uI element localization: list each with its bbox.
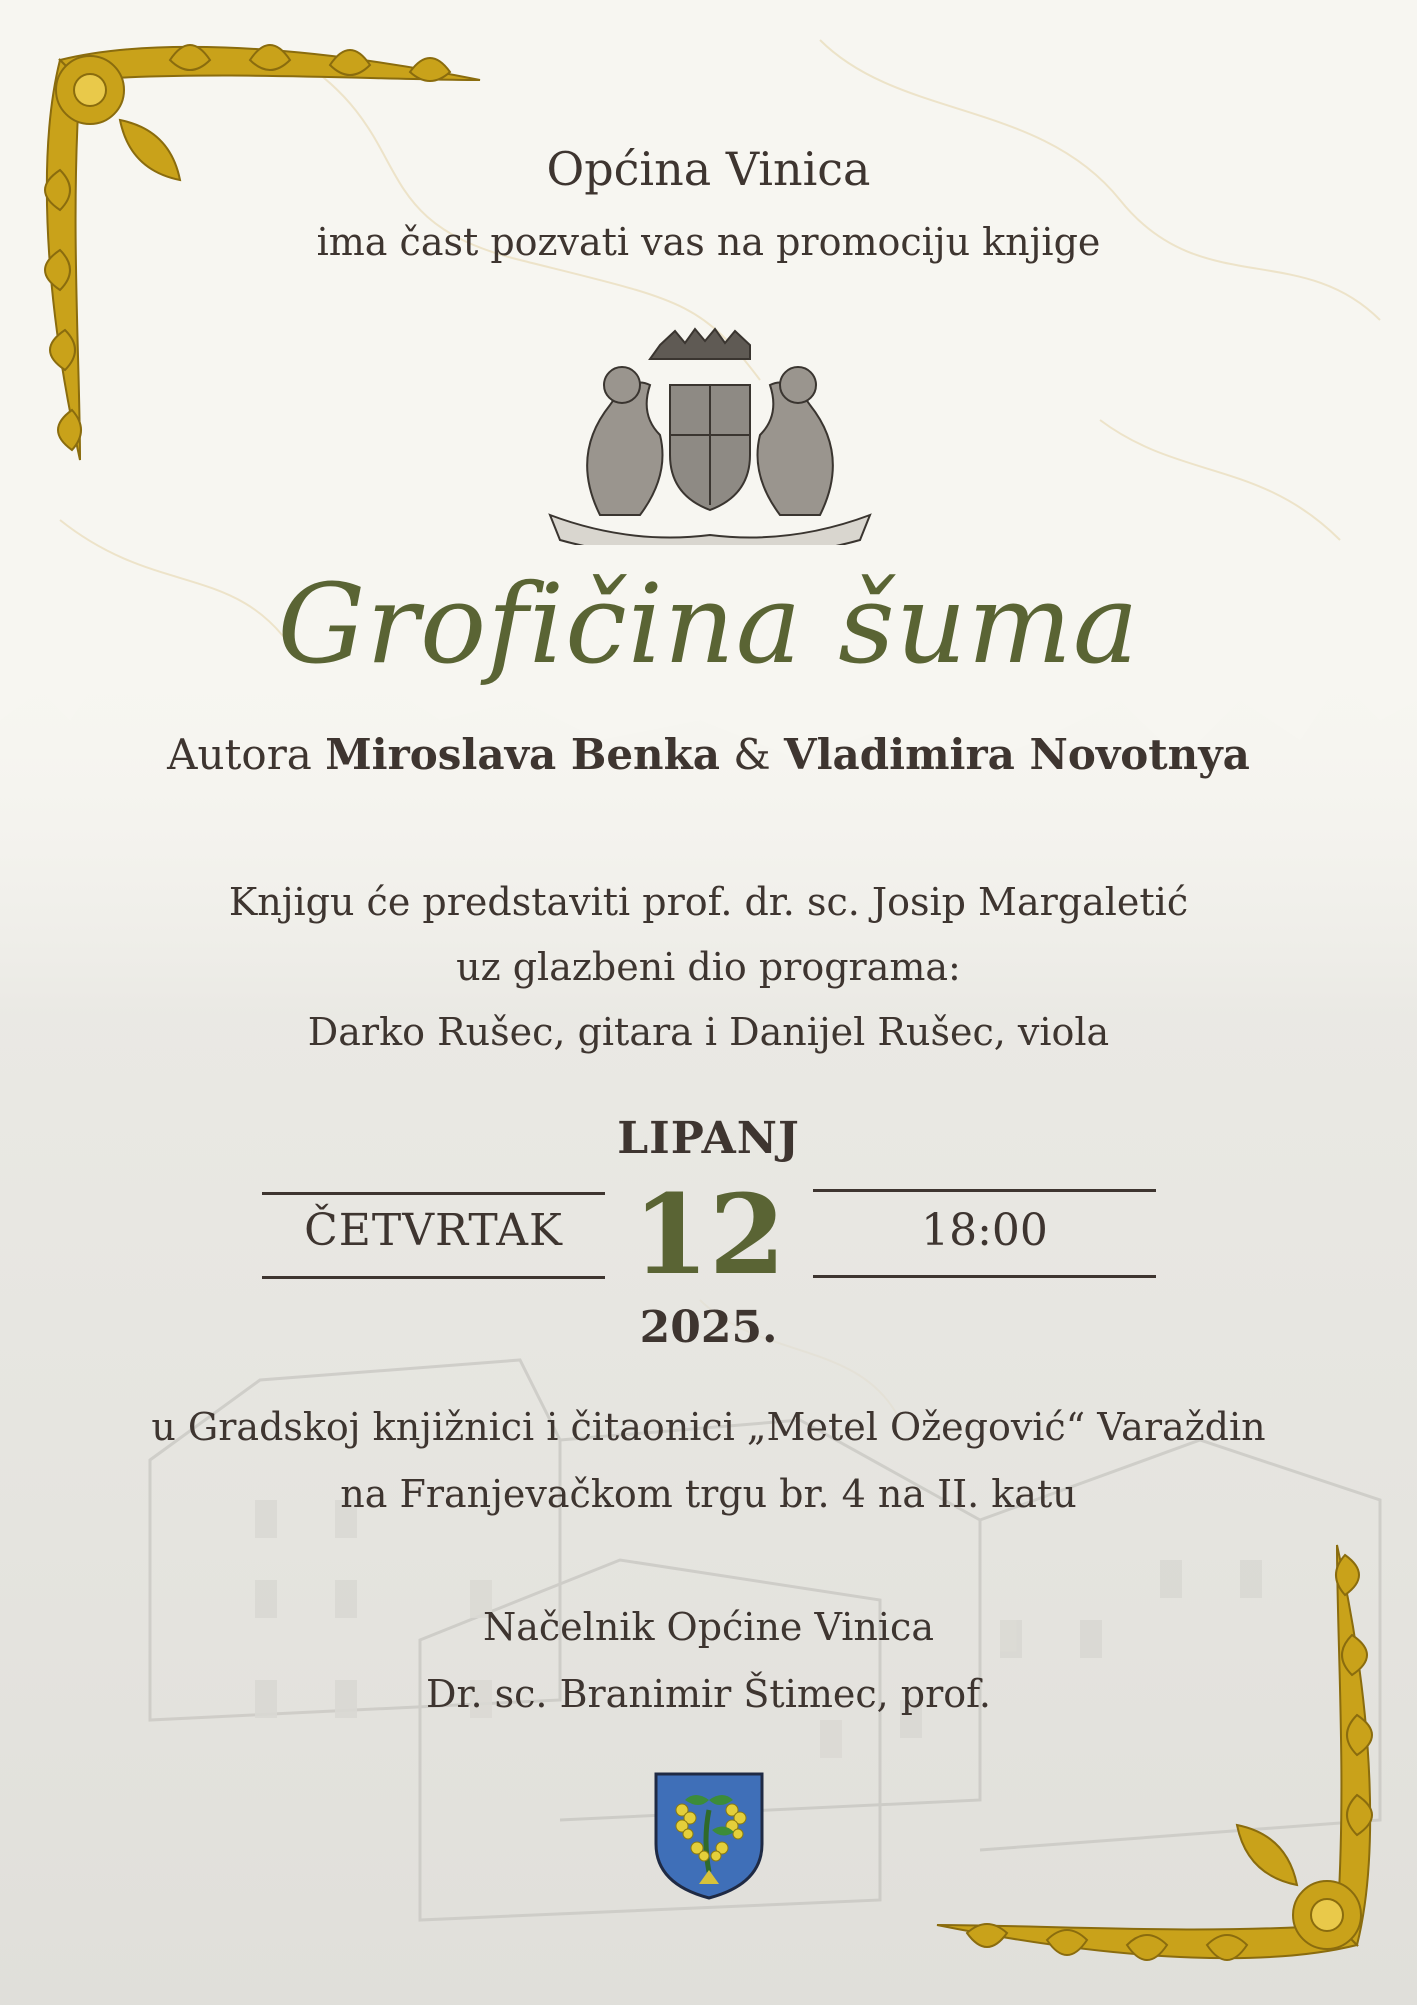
divider [813,1275,1156,1278]
author-2: Vladimira Novotnya [784,730,1250,779]
event-time: 18:00 [921,1205,1048,1256]
vinica-municipal-shield-icon [652,1770,766,1902]
gold-floral-corner-icon [917,1525,1397,1985]
program-line: Darko Rušec, gitara i Danijel Rušec, viola [307,1010,1110,1054]
book-title: Grofičina šuma [277,560,1140,688]
invite-line: ima čast pozvati vas na promociju knjige [316,220,1101,264]
event-day: 12 [632,1170,786,1299]
venue-line: na Franjevačkom trgu br. 4 na II. katu [340,1472,1077,1516]
authors-prefix: Autora [167,730,312,779]
program-line: Knjigu će predstaviti prof. dr. sc. Josip Margaletić [228,880,1189,924]
program-line: uz glazbeni dio programa: [456,945,961,989]
divider [262,1276,605,1279]
event-month: LIPANJ [617,1113,800,1164]
organizer-name: Općina Vinica [546,142,871,196]
signature-name: Dr. sc. Branimir Štimec, prof. [426,1672,991,1716]
venue-line: u Gradskoj knjižnici i čitaonici „Metel Ožegović“ Varaždin [151,1405,1266,1449]
signature-title: Načelnik Općine Vinica [482,1605,934,1649]
event-year: 2025. [639,1302,778,1353]
authors-joiner: & [733,730,771,779]
divider [813,1189,1156,1192]
event-weekday: ČETVRTAK [304,1205,563,1256]
noble-coat-of-arms-icon [540,325,880,545]
divider [262,1192,605,1195]
authors-line [0,730,1417,779]
author-1: Miroslava Benka [325,730,720,779]
